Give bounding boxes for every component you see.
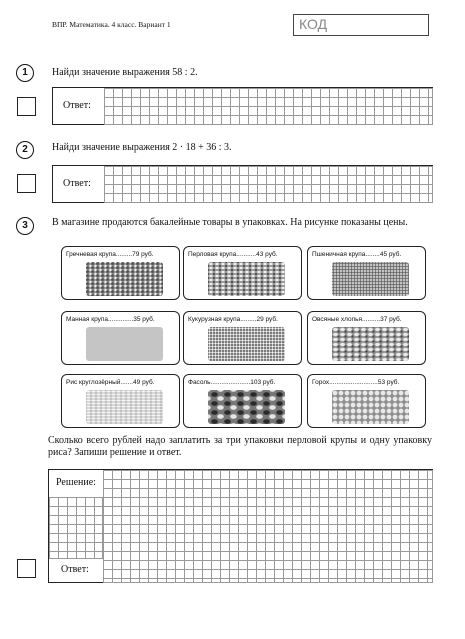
rice-image [86, 390, 163, 424]
product-label: Горох...........................53 руб. [312, 379, 400, 386]
product-card-perlovka [183, 246, 302, 300]
task-1-number: 1 [16, 64, 34, 82]
task-2-number: 2 [16, 141, 34, 159]
task-1-score-box [17, 97, 36, 116]
product-label: Манная крупа..............35 руб. [66, 316, 155, 323]
task-2-answer-grid[interactable] [104, 166, 433, 203]
task-3-solution-label: Решение: [56, 477, 96, 488]
task-3-number: 3 [16, 217, 34, 235]
product-card-fasol [183, 374, 302, 428]
buckwheat-image [86, 262, 163, 296]
code-field[interactable]: КОД [293, 14, 429, 36]
task-1-text: Найди значение выражения 58 : 2. [52, 67, 198, 78]
product-label: Овсяные хлопья..........37 руб. [312, 316, 402, 323]
task-1-answer-area[interactable] [52, 87, 433, 125]
product-label: Перловая крупа...........43 руб. [188, 251, 278, 258]
product-card-pshenichnaya [307, 246, 426, 300]
pearl-barley-image [208, 262, 285, 296]
product-card-manka [61, 311, 180, 365]
product-card-ovsyanye [307, 311, 426, 365]
task-3-answer-label: Ответ: [61, 564, 89, 575]
task-2-answer-label: Ответ: [63, 178, 91, 189]
task-3-solution-grid-left[interactable] [49, 497, 103, 559]
beans-image [208, 390, 285, 424]
task-2-answer-area[interactable] [52, 165, 433, 203]
task-3-intro: В магазине продаются бакалейные товары в упаковках. На рисунке показаны цены. [52, 217, 408, 228]
task-1-answer-grid[interactable] [104, 88, 433, 125]
peas-image [332, 390, 409, 424]
task-3-question: Сколько всего рублей надо заплатить за три упаковки перловой крупы и одну упаковку риса? Запиши решение и ответ. [48, 435, 432, 458]
product-card-goroh [307, 374, 426, 428]
task-1-answer-label: Ответ: [63, 100, 91, 111]
product-label: Кукурузная крупа.........29 руб. [188, 316, 278, 323]
product-card-kukuruz [183, 311, 302, 365]
product-label: Пшеничная крупа........45 руб. [312, 251, 402, 258]
semolina-image [86, 327, 163, 361]
product-card-ris [61, 374, 180, 428]
page-header: ВПР. Математика. 4 класс. Вариант 1 [52, 20, 171, 29]
task-3-solution-area[interactable] [48, 469, 433, 583]
product-card-grechka [61, 246, 180, 300]
task-2-text: Найди значение выражения 2 · 18 + 36 : 3. [52, 142, 232, 153]
product-label: Гречневая крупа.........79 руб. [66, 251, 154, 258]
product-label: Рис круглозёрный.......49 руб. [66, 379, 155, 386]
task-3-score-box [17, 559, 36, 578]
task-2-score-box [17, 174, 36, 193]
product-label: Фасоль......................103 руб. [188, 379, 276, 386]
wheat-groats-image [332, 262, 409, 296]
task-3-solution-grid[interactable] [103, 470, 433, 583]
oat-flakes-image [332, 327, 409, 361]
corn-groats-image [208, 327, 285, 361]
